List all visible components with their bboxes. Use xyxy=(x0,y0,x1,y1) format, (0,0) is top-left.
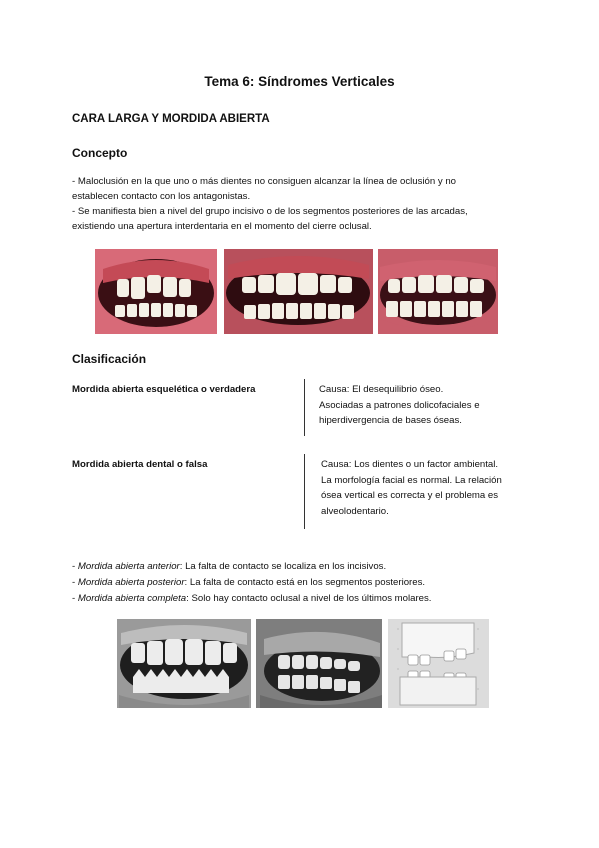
classification-label-esqueletica: Mordida abierta esquelética o verdadera xyxy=(72,384,256,395)
concepto-line: - Maloclusión en la que uno o más dientes no consiguen alcanzar la línea de oclusión y no xyxy=(72,176,456,187)
open-bite-photo-2 xyxy=(224,249,373,334)
page-title: Tema 6: Síndromes Verticales xyxy=(204,74,395,89)
tipo-term: Mordida abierta completa xyxy=(77,593,187,604)
desc-line: Causa: El desequilibrio óseo. xyxy=(319,384,444,395)
concepto-paragraph xyxy=(72,174,532,234)
tipo-term: Mordida abierta posterior xyxy=(77,577,185,588)
classification-desc-dental xyxy=(321,457,502,519)
tipo-posterior: - Mordida abierta posterior: La falta de contacto está en los segmentos posteriores. xyxy=(72,577,426,588)
concepto-line: - Se manifiesta bien a nivel del grupo incisivo o de los segmentos posteriores de las arcadas, xyxy=(72,206,468,217)
tipo-anterior: - Mordida abierta anterior: La falta de contacto se localiza en los incisivos. xyxy=(72,561,387,572)
tipo-term: Mordida abierta anterior xyxy=(77,561,180,572)
classification-label-dental: Mordida abierta dental o falsa xyxy=(72,459,208,470)
posterior-open-bite-photo xyxy=(256,619,382,708)
concepto-line: establecen contacto con los antagonistas. xyxy=(72,191,251,202)
divider-line xyxy=(304,379,305,436)
desc-line: Asociadas a patrones dolicofaciales e xyxy=(319,399,480,411)
complete-open-bite-model-photo xyxy=(388,619,489,708)
anterior-open-bite-photo xyxy=(117,619,251,708)
divider-line xyxy=(304,454,305,529)
desc-line: hiperdivergencia de bases óseas. xyxy=(319,415,462,426)
concepto-line: existiendo una apertura interdentaria en el momento del cierre oclusal. xyxy=(72,221,372,232)
clasificacion-heading: Clasificación xyxy=(72,352,147,366)
tipo-completa: - Mordida abierta completa: Solo hay contacto oclusal a nivel de los últimos molares. xyxy=(72,593,432,604)
desc-line: Causa: Los dientes o un factor ambiental. xyxy=(321,459,499,470)
desc-line: La morfología facial es normal. La relación xyxy=(321,474,502,486)
desc-line: ósea vertical es correcta y el problema es xyxy=(321,490,499,501)
open-bite-photo-3 xyxy=(378,249,498,334)
concepto-heading: Concepto xyxy=(72,146,128,160)
open-bite-photo-1 xyxy=(95,249,217,334)
desc-line: alveolodentario. xyxy=(321,505,389,517)
section-heading: CARA LARGA Y MORDIDA ABIERTA xyxy=(72,113,270,125)
classification-desc-esqueletica xyxy=(319,382,480,429)
